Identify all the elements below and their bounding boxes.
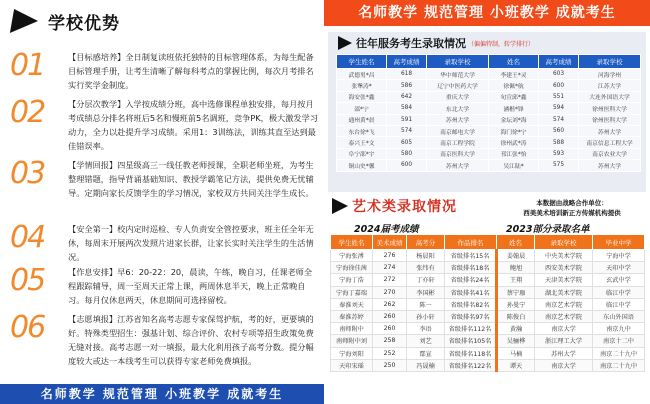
table-cell: 刘艺: [407, 335, 445, 347]
advantage-item: [10, 50, 320, 92]
table-row: [331, 310, 645, 322]
table-cell: 徐州医科大学: [579, 103, 641, 114]
table-cell: 252: [373, 347, 407, 359]
table-cell: 李国彬: [407, 286, 445, 298]
table-cell: 603: [539, 69, 579, 80]
table-cell: 海门徐*宁: [489, 125, 539, 136]
table-cell: 华中师范大学: [427, 69, 489, 80]
advantages-header: [12, 6, 120, 36]
advantage-number: 03: [10, 156, 45, 191]
table-cell: 泰兴王*文: [337, 137, 387, 148]
table-row: [331, 274, 645, 286]
table-cell: 姜翰晨: [497, 250, 535, 262]
table-cell: 苏州大学: [535, 347, 593, 359]
table-row: [331, 262, 645, 274]
advantage-item: [10, 222, 320, 264]
table-cell: 陈一: [407, 298, 445, 310]
column-header: 学生姓名: [337, 55, 387, 69]
table-cell: 宁海刘阳: [331, 347, 373, 359]
table-cell: 天印宋瑶: [331, 359, 373, 371]
table-cell: 徐佩*航: [489, 80, 539, 91]
table-cell: 270: [373, 286, 407, 298]
table-cell: 260: [373, 310, 407, 322]
column-header: 学生姓名: [331, 235, 373, 250]
table-cell: 江苏大学: [579, 80, 641, 91]
table-cell: 宁海张溥: [331, 250, 373, 262]
table-row: [337, 148, 641, 159]
table-cell: 王翔: [497, 274, 535, 286]
table-cell: 黄瀚: [497, 323, 535, 335]
table-cell: 551: [539, 91, 579, 102]
column-header: 毕业中学: [593, 235, 645, 250]
past-admissions-header: [338, 34, 534, 52]
column-header: 高考分: [407, 235, 445, 250]
chevron-right-icon: [332, 198, 348, 214]
table-cell: 宁海徐佳茜: [331, 262, 373, 274]
table-row: [337, 137, 641, 148]
table-cell: 中央美术学院: [535, 250, 593, 262]
table-cell: 邗江张*怡: [489, 148, 539, 159]
table-row: [331, 347, 645, 359]
table-cell: 苏州大学: [579, 125, 641, 136]
table-cell: 584: [387, 103, 427, 114]
table-row: [331, 323, 645, 335]
table-cell: 孙曼宁: [497, 298, 535, 310]
table-cell: 冯晟楠: [407, 359, 445, 371]
advantages-title: 学校优势: [48, 13, 120, 34]
chevron-right-icon: [10, 9, 40, 33]
advantage-number: 04: [10, 220, 45, 255]
table-cell: 600: [539, 80, 579, 91]
table-cell: 省级排名105名: [445, 335, 497, 347]
table-cell: 苏州大学: [579, 160, 641, 171]
admission-results-panel: [324, 0, 650, 404]
table-cell: 276: [373, 250, 407, 262]
table-cell: 徐州医科大学: [579, 114, 641, 125]
table-row: [337, 103, 641, 114]
table-cell: 西安美术学院: [535, 262, 593, 274]
table-row: [337, 69, 641, 80]
column-header: 作品排名: [445, 235, 497, 250]
advantage-item: [10, 158, 320, 200]
column-header: 高考成绩: [387, 55, 427, 69]
advantage-text: 【学情回报】四星级高三一线任教老师授课，全职老师坐班，为考生整理错题，指导背诵基础知识、教授学霸笔记方法，提供免费无忧辅导。定期向家长反馈学生的学习情况，家校双方共同关注学生成长。: [68, 160, 314, 198]
table-row: [331, 359, 645, 371]
table-cell: 铜山史*馨: [337, 160, 387, 171]
advantage-text: 【作息安排】早6：20-22：20，晨读，午练，晚自习，任课老师全程跟踪辅导，周一至周天正常上课，两周休息半天，晚上正常晚自习。每月仅休息两天，休息期间可选择留校。: [68, 267, 313, 305]
table-cell: 李语: [407, 323, 445, 335]
table-cell: 593: [539, 148, 579, 159]
table-cell: 蔡宁珈: [497, 286, 535, 298]
table-cell: 642: [387, 91, 427, 102]
art-admissions-title: 艺术类录取情况: [352, 199, 457, 215]
advantage-number: 01: [10, 48, 45, 83]
table-cell: 张犟涛*: [337, 80, 387, 91]
table-cell: 秦淮苏婷: [331, 310, 373, 322]
past-admissions-note: （偏偏特制，转学排行）: [468, 40, 535, 48]
table-cell: 东山外国语: [593, 310, 645, 322]
table-row: [337, 91, 641, 102]
table-cell: 605: [387, 137, 427, 148]
column-header: 录取学校: [427, 55, 489, 69]
table-row: [331, 286, 645, 298]
table-cell: 苏州大学: [427, 114, 489, 125]
right-banner-slogan: 名师教学 规范管理 小班教学 成就考生: [324, 0, 650, 26]
table-cell: 谭天: [497, 359, 535, 371]
table-cell: 通州黄*晨: [337, 114, 387, 125]
table-cell: 南师附中: [331, 323, 373, 335]
data-source-line: 本数据由战略合作单位：: [536, 199, 608, 207]
table-cell: 250: [373, 359, 407, 371]
left-footer-slogan: 名师教学 规范管理 小班教学 成就考生: [0, 384, 324, 404]
table-cell: 李建王*灵: [489, 69, 539, 80]
advantage-item: [10, 312, 320, 368]
table-cell: 南京九中: [593, 323, 645, 335]
table-cell: 南京医科大学: [427, 148, 489, 159]
table-cell: 涵楷*锋: [489, 103, 539, 114]
advantage-number: 02: [10, 95, 45, 130]
column-header: 录取学校: [579, 55, 641, 69]
table-cell: 东台徐*飞: [337, 125, 387, 136]
table-cell: 鲍旭: [497, 262, 535, 274]
table-cell: 南京二十九中: [593, 347, 645, 359]
table-cell: 宁海中学: [593, 250, 645, 262]
table-cell: 618: [387, 69, 427, 80]
table-cell: 南京工程学院: [427, 137, 489, 148]
table-cell: 天印中学: [593, 262, 645, 274]
table-cell: 宁海丁浩: [331, 274, 373, 286]
table-cell: 金坛刘*海: [489, 114, 539, 125]
column-header: 姓名: [489, 55, 539, 69]
table-row: [331, 298, 645, 310]
table-cell: 272: [373, 274, 407, 286]
table-cell: 阜宁邵*宇: [337, 148, 387, 159]
advantage-text: 【安全第一】校内定时巡检、专人负责安全管控要求，班主任全年无休，每周末开展两次发照片进家长群，让家长实时关注学生的生活情况。: [68, 224, 314, 262]
past-admissions-title: 往年服务考生录取情况: [356, 37, 466, 50]
table-cell: 省级排名122名: [445, 359, 497, 371]
table-cell: 吴骊桦: [497, 335, 535, 347]
table-cell: 南京信息工程大学: [579, 137, 641, 148]
table-cell: 张纬有: [407, 262, 445, 274]
table-cell: 588: [539, 137, 579, 148]
table-cell: 海安张*鑫: [337, 91, 387, 102]
table-cell: 杨晨阳: [407, 250, 445, 262]
art-admissions-header: [332, 196, 457, 216]
table-cell: 南京艺术学院: [535, 310, 593, 322]
table-cell: 武德男*昌: [337, 69, 387, 80]
past-admissions-section: [328, 32, 646, 192]
advantage-number: 05: [10, 263, 45, 298]
table-cell: 274: [373, 262, 407, 274]
table-cell: 马楠: [497, 347, 535, 359]
table-cell: 南京大学: [535, 359, 593, 371]
table-cell: 秦淮刘天: [331, 298, 373, 310]
table-cell: 陈俊白: [497, 310, 535, 322]
advantage-text: 【志愿填报】江苏省知名高考志愿专家保驾护航，考的好，更要填的好。特殊类型招生：强基计划、综合评价、农村专项等招生政策免费无缝对接。高考志愿一对一填报，最大化利用孩子高考分数。提分幅度较大或达一本线考生可以获得专家老师免费填报。: [68, 314, 314, 366]
table-cell: 吴江陆*: [489, 160, 539, 171]
art-admissions-section: [328, 196, 646, 404]
advantage-text: 【目标感培养】全日制复读班依托独特的目标管理体系，为每生配备目标管理手册，让考生清晰了解每科考点的掌握比例，每次月考排名实行奖学金制度。: [68, 52, 314, 90]
table-row: [331, 335, 645, 347]
table-cell: 省级排名41名: [445, 286, 497, 298]
year-2023-label: 2023部分录取名单: [506, 224, 590, 235]
table-cell: 260: [373, 323, 407, 335]
table-row: [337, 160, 641, 171]
past-admissions-table: [336, 54, 641, 172]
table-cell: 临江中学: [593, 298, 645, 310]
table-cell: 浙江理工大学: [535, 335, 593, 347]
table-row: [337, 80, 641, 91]
table-row: [331, 250, 645, 262]
table-cell: 南京农业大学: [579, 148, 641, 159]
table-cell: 重庆大学: [427, 91, 489, 102]
table-cell: 宁海丁嘉瑞: [331, 286, 373, 298]
table-cell: 南师附中刘: [331, 335, 373, 347]
table-cell: 省级排名112名: [445, 323, 497, 335]
column-header: 高考成绩: [539, 55, 579, 69]
table-cell: 苏州大学: [427, 160, 489, 171]
table-cell: 丁亦轩: [407, 274, 445, 286]
table-row: [337, 114, 641, 125]
table-cell: 邵*宁: [337, 103, 387, 114]
table-cell: 南京十二中: [593, 335, 645, 347]
table-cell: 574: [539, 114, 579, 125]
table-cell: 南京艺术学院: [535, 298, 593, 310]
table-cell: 南京二十九中: [593, 359, 645, 371]
table-cell: 玄武中学: [593, 274, 645, 286]
art-admissions-table: [330, 234, 645, 372]
table-cell: 鄢宣: [407, 347, 445, 359]
table-cell: 594: [539, 103, 579, 114]
advantage-number: 06: [10, 310, 45, 345]
table-cell: 262: [373, 298, 407, 310]
advantage-item: [10, 97, 320, 153]
table-cell: 大连外国语大学: [579, 91, 641, 102]
data-source-line: 西美美术培训新正方传媒机构提供: [523, 209, 621, 217]
table-cell: 湖北美术学院: [535, 286, 593, 298]
table-cell: 南京大学: [535, 323, 593, 335]
table-cell: 河海学州: [579, 69, 641, 80]
year-2024-label: 2024届考成绩: [354, 224, 419, 235]
table-cell: 省级排名18名: [445, 262, 497, 274]
table-cell: 东北大学: [427, 103, 489, 114]
data-source-note: [502, 198, 642, 218]
table-cell: 天津美术学院: [535, 274, 593, 286]
advantage-text: 【分层次教学】入学按成绩分班，高中选修课程单独安排，每月按月考成绩总分排名将班后5名和慢班前5名调班，竞争PK，极大激发学习动力，全力以赴提升学习成绩。采用1：3训练法，训练其直至达到最佳错误率。: [68, 99, 318, 151]
table-cell: 575: [539, 160, 579, 171]
table-cell: 省级排名82名: [445, 298, 497, 310]
table-cell: 徐州武*涛: [489, 137, 539, 148]
table-cell: 临江中学: [593, 286, 645, 298]
column-header: 美术成绩: [373, 235, 407, 250]
table-cell: 孙小轩: [407, 310, 445, 322]
table-cell: 600: [387, 160, 427, 171]
table-row: [337, 125, 641, 136]
table-cell: 586: [387, 80, 427, 91]
table-cell: 591: [387, 114, 427, 125]
table-cell: 省级排名15名: [445, 250, 497, 262]
chevron-right-icon: [338, 36, 352, 50]
table-cell: 省级排名97名: [445, 310, 497, 322]
table-cell: 560: [539, 125, 579, 136]
table-cell: 574: [387, 125, 427, 136]
table-cell: 省级排名24名: [445, 274, 497, 286]
table-cell: 580: [387, 148, 427, 159]
school-advantages-panel: [0, 0, 324, 404]
table-cell: 辽宁中医药大学: [427, 80, 489, 91]
column-header: 姓名: [497, 235, 535, 250]
table-cell: 旬宣邱*鑫: [489, 91, 539, 102]
table-cell: 南京邮电大学: [427, 125, 489, 136]
table-cell: 258: [373, 335, 407, 347]
column-header: 录取学校: [535, 235, 593, 250]
table-cell: 省级排名118名: [445, 347, 497, 359]
advantage-item: [10, 265, 320, 307]
